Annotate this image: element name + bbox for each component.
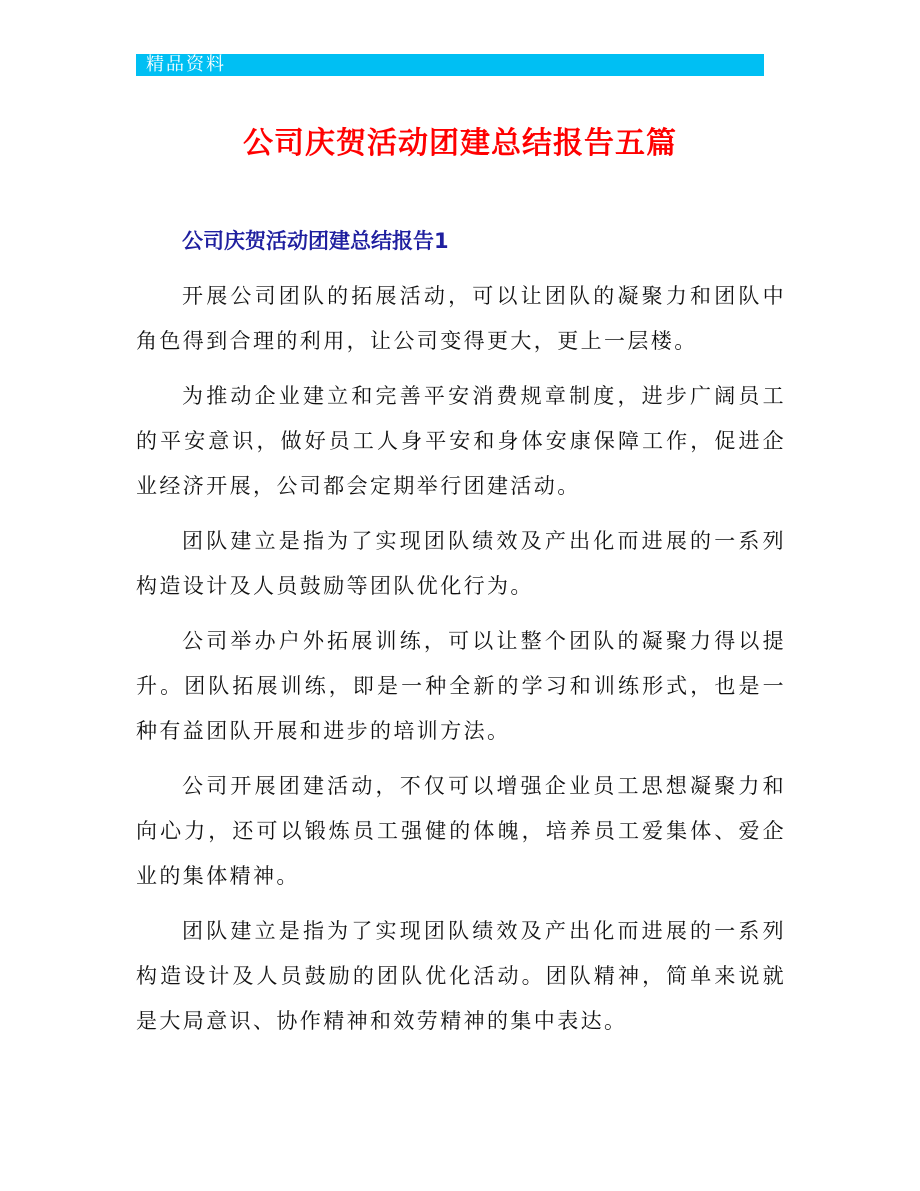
paragraph: 为推动企业建立和完善平安消费规章制度，进步广阔员工的平安意识，做好员工人身平安和身体安康保障工作，促进企业经济开展，公司都会定期举行团建活动。 — [136, 384, 786, 498]
document-body — [136, 274, 786, 1054]
paragraph: 公司开展团建活动，不仅可以增强企业员工思想凝聚力和向心力，还可以锻炼员工强健的体魄，培养员工爱集体、爱企业的集体精神。 — [136, 774, 786, 888]
banner-label: 精品资料 — [146, 54, 226, 75]
document-title: 公司庆贺活动团建总结报告五篇 — [243, 126, 677, 161]
header-banner — [136, 54, 764, 76]
paragraph: 开展公司团队的拓展活动，可以让团队的凝聚力和团队中角色得到合理的利用，让公司变得更大，更上一层楼。 — [136, 284, 786, 353]
paragraph: 团队建立是指为了实现团队绩效及产出化而进展的一系列构造设计及人员鼓励的团队优化活动。团队精神，简单来说就是大局意识、协作精神和效劳精神的集中表达。 — [136, 919, 786, 1033]
paragraph: 团队建立是指为了实现团队绩效及产出化而进展的一系列构造设计及人员鼓励等团队优化行为。 — [136, 529, 786, 598]
paragraph: 公司举办户外拓展训练，可以让整个团队的凝聚力得以提升。团队拓展训练，即是一种全新的学习和训练形式，也是一种有益团队开展和进步的培训方法。 — [136, 629, 786, 743]
section-heading: 公司庆贺活动团建总结报告1 — [182, 229, 449, 253]
